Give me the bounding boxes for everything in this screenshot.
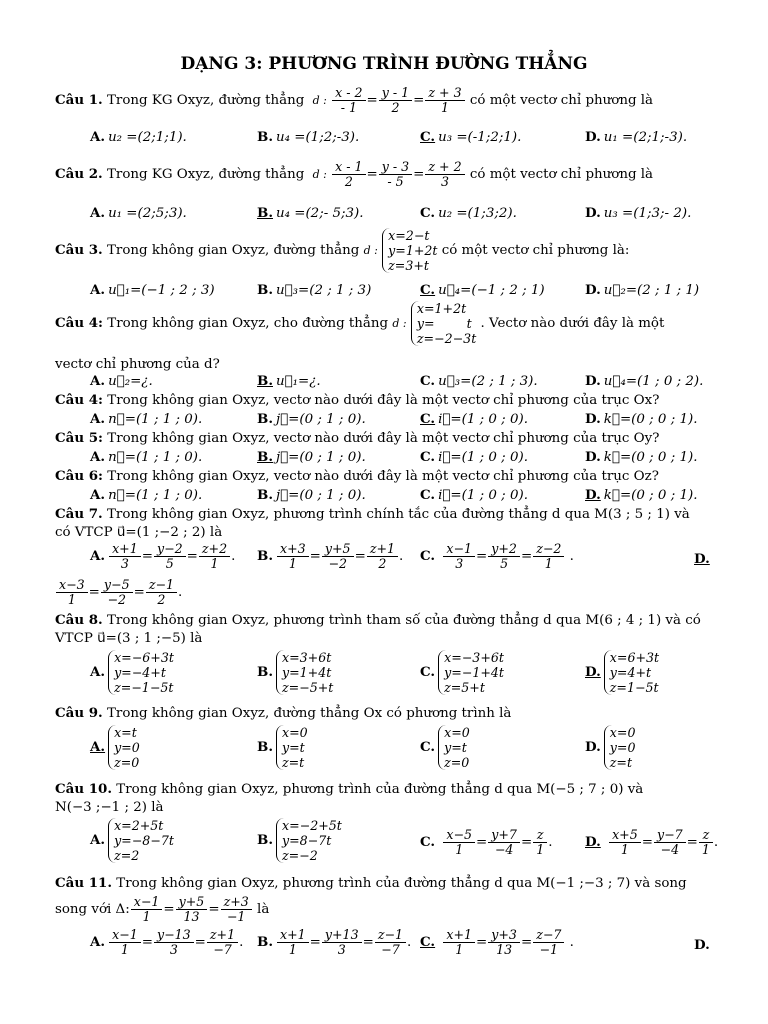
question-3: Câu 3. Trong không gian Oxyz, đường thẳng d : x=2−t y=1+2t z=3+t có một vectơ chỉ phương là: (55, 228, 630, 273)
answer-d[interactable]: $\frac{x-3}{1}$ = $\frac{y-5}{-2}$ = $\frac{z-1}{2}$ . (55, 578, 182, 607)
answer-d[interactable]: D. x=6+3t y=4+t z=1−5t (585, 650, 660, 695)
answer-d-label[interactable]: D. (694, 551, 710, 567)
question-8-line2: VTCP u⃗=(3 ; 1 ;−5) là (55, 631, 203, 646)
question-tail: có một vectơ chỉ phương là (469, 93, 654, 108)
equation-system: x=2−t y=1+2t z=3+t (382, 228, 437, 273)
answer-b[interactable]: B. u₄ =(1;2;-3). (257, 129, 360, 145)
answer-d[interactable]: D. u₃ =(1;3;- 2). (585, 205, 692, 221)
fraction: $\frac{y - 1}{2}$ (379, 86, 412, 115)
answer-d[interactable]: D. (694, 937, 710, 953)
answer-d[interactable]: D. k⃗=(0 ; 0 ; 1). (585, 487, 698, 503)
answer-b[interactable]: B. u₄ =(2;- 5;3). (257, 205, 364, 221)
answer-d[interactable]: D. k⃗=(0 ; 0 ; 1). (585, 449, 698, 465)
answer-d[interactable]: D. k⃗=(0 ; 0 ; 1). (585, 411, 698, 427)
question-10-line2: N(−3 ;−1 ; 2) là (55, 800, 164, 815)
answer-c[interactable]: C. $\frac{x-5}{1}$ = $\frac{y+7}{-4}$ = $\frac{z}{1}$ . (420, 827, 553, 857)
page-title: DẠNG 3: PHƯƠNG TRÌNH ĐƯỜNG THẲNG (180, 54, 588, 74)
equation-system: x=1+2t y= t z=−2−3t (411, 301, 476, 346)
answer-b[interactable]: B. $\frac{x+3}{1}$ = $\frac{y+5}{-2}$ = $\frac{z+1}{2}$ . (257, 541, 404, 571)
answer-d[interactable]: D. u⃗₂=(2 ; 1 ; 1) (585, 282, 700, 298)
answer-c[interactable]: C. x=0 y=t z=0 (420, 725, 470, 770)
answer-a[interactable]: A. $\frac{x+1}{3}$ = $\frac{y-2}{5}$ = $\frac{z+2}{1}$ . (90, 541, 236, 571)
answer-a[interactable]: A. u₁ =(2;5;3). (90, 205, 187, 221)
answer-b[interactable]: B. $\frac{x+1}{1}$ = $\frac{y+13}{3}$ = $\frac{z-1}{-7}$ . (257, 927, 412, 957)
question-11: Câu 11. Trong không gian Oxyz, phương trình của đường thẳng d qua M(−1 ;−3 ; 7) và song (55, 875, 687, 891)
answer-b[interactable]: B. u⃗₁=¿. (257, 373, 321, 389)
answer-c[interactable]: C. x=−3+6t y=−1+4t z=5+t (420, 650, 504, 695)
fraction: $\frac{x - 2}{- 1}$ (332, 86, 365, 115)
answer-a[interactable]: A. n⃗=(1 ; 1 ; 0). (90, 411, 203, 427)
answer-c[interactable]: C. i⃗=(1 ; 0 ; 0). (420, 487, 528, 503)
answer-c[interactable]: C. u₂ =(1;3;2). (420, 205, 517, 221)
question-4a: Câu 4: Trong không gian Oxyz, cho đường thẳng d : x=1+2t y= t z=−2−3t . Vectơ nào dưới đây là một (55, 301, 665, 346)
fraction: $\frac{z + 3}{1}$ (425, 86, 464, 115)
fraction: $\frac{z + 2}{3}$ (425, 160, 464, 189)
answer-c[interactable]: C. u₃ =(-1;2;1). (420, 129, 522, 145)
question-text: Trong KG Oxyz, đường thẳng (106, 93, 305, 108)
answer-c[interactable]: C. $\frac{x+1}{1}$ = $\frac{y+3}{13}$ = $\frac{z-7}{-1}$ . (420, 927, 574, 957)
answer-b[interactable]: B. j⃗=(0 ; 1 ; 0). (257, 487, 366, 503)
answer-a[interactable]: A. n⃗=(1 ; 1 ; 0). (90, 487, 203, 503)
fraction: $\frac{x - 1}{2}$ (332, 160, 365, 189)
answer-b[interactable]: B. x=−2+5t y=8−7t z=−2 (257, 818, 342, 863)
answer-a[interactable]: A. u⃗₁=(−1 ; 2 ; 3) (90, 282, 215, 298)
question-10: Câu 10. Trong không gian Oxyz, phương trình của đường thẳng d qua M(−5 ; 7 ; 0) và (55, 781, 644, 797)
answer-d[interactable]: D. u₁ =(2;1;-3). (585, 129, 688, 145)
question-4a-line2: vectơ chỉ phương của d? (55, 357, 220, 372)
question-1: Câu 1. Trong KG Oxyz, đường thẳng d : $\frac{x - 2}{- 1}$ = $\frac{y - 1}{2}$ = $\frac{z + 3}{1}$ có một vectơ chỉ phương là (55, 85, 654, 115)
question-8: Câu 8. Trong không gian Oxyz, phương trình tham số của đường thẳng d qua M(6 ; 4 ; 1) và có (55, 612, 701, 628)
question-9: Câu 9. Trong không gian Oxyz, đường thẳng Ox có phương trình là (55, 705, 512, 721)
question-label: Câu 1. (55, 92, 103, 108)
answer-b[interactable]: B. u⃗₃=(2 ; 1 ; 3) (257, 282, 372, 298)
answer-b[interactable]: B. j⃗=(0 ; 1 ; 0). (257, 411, 366, 427)
answer-c[interactable]: C. u⃗₄=(−1 ; 2 ; 1) (420, 282, 545, 298)
answer-a[interactable]: A. u₂ =(2;1;1). (90, 129, 187, 145)
question-2: Câu 2. Trong KG Oxyz, đường thẳng d : $\frac{x - 1}{2}$ = $\frac{y - 3}{- 5}$ = $\frac{z + 2}{3}$ có một vectơ chỉ phương là (55, 159, 654, 189)
question-4b: Câu 4: Trong không gian Oxyz, vectơ nào dưới đây là một vectơ chỉ phương của trục Ox? (55, 392, 660, 408)
question-7-line2: có VTCP u⃗=(1 ;−2 ; 2) là (55, 525, 223, 540)
question-7: Câu 7. Trong không gian Oxyz, phương trình chính tắc của đường thẳng d qua M(3 ; 5 ; 1) và (55, 506, 690, 522)
question-11-line2: song với Δ: $\frac{x-1}{1}$ = $\frac{y+5}{13}$ = $\frac{z+3}{-1}$ là (55, 894, 270, 924)
answer-d[interactable]: D. $\frac{x+5}{1}$ = $\frac{y-7}{-4}$ = $\frac{z}{1}$ . (585, 827, 719, 857)
answer-c[interactable]: C. i⃗=(1 ; 0 ; 0). (420, 411, 528, 427)
answer-b[interactable]: B. x=0 y=t z=t (257, 725, 308, 770)
answer-c[interactable]: C. $\frac{x-1}{3}$ = $\frac{y+2}{5}$ = $\frac{z-2}{1}$ . (420, 541, 574, 571)
question-6: Câu 6: Trong không gian Oxyz, vectơ nào dưới đây là một vectơ chỉ phương của trục Oz? (55, 468, 659, 484)
answer-c[interactable]: C. u⃗₃=(2 ; 1 ; 3). (420, 373, 538, 389)
eq-prefix: d : (312, 94, 327, 107)
answer-a[interactable]: A. n⃗=(1 ; 1 ; 0). (90, 449, 203, 465)
question-5: Câu 5: Trong không gian Oxyz, vectơ nào dưới đây là một vectơ chỉ phương của trục Oy? (55, 430, 660, 446)
fraction: $\frac{y - 3}{- 5}$ (379, 160, 412, 189)
answer-d[interactable]: D. x=0 y=0 z=t (585, 725, 636, 770)
answer-a[interactable]: A. u⃗₂=¿. (90, 373, 153, 389)
answer-a[interactable]: A. $\frac{x-1}{1}$ = $\frac{y-13}{3}$ = $\frac{z+1}{-7}$ . (90, 927, 244, 957)
answer-b[interactable]: B. x=3+6t y=1+4t z=−5+t (257, 650, 334, 695)
answer-a[interactable]: A. x=2+5t y=−8−7t z=2 (90, 818, 174, 863)
answer-a[interactable]: A. x=−6+3t y=−4+t z=−1−5t (90, 650, 174, 695)
answer-c[interactable]: C. i⃗=(1 ; 0 ; 0). (420, 449, 528, 465)
answer-b[interactable]: B. j⃗=(0 ; 1 ; 0). (257, 449, 366, 465)
answer-d[interactable]: D. u⃗₄=(1 ; 0 ; 2). (585, 373, 704, 389)
answer-a[interactable]: A. x=t y=0 z=0 (90, 725, 140, 770)
